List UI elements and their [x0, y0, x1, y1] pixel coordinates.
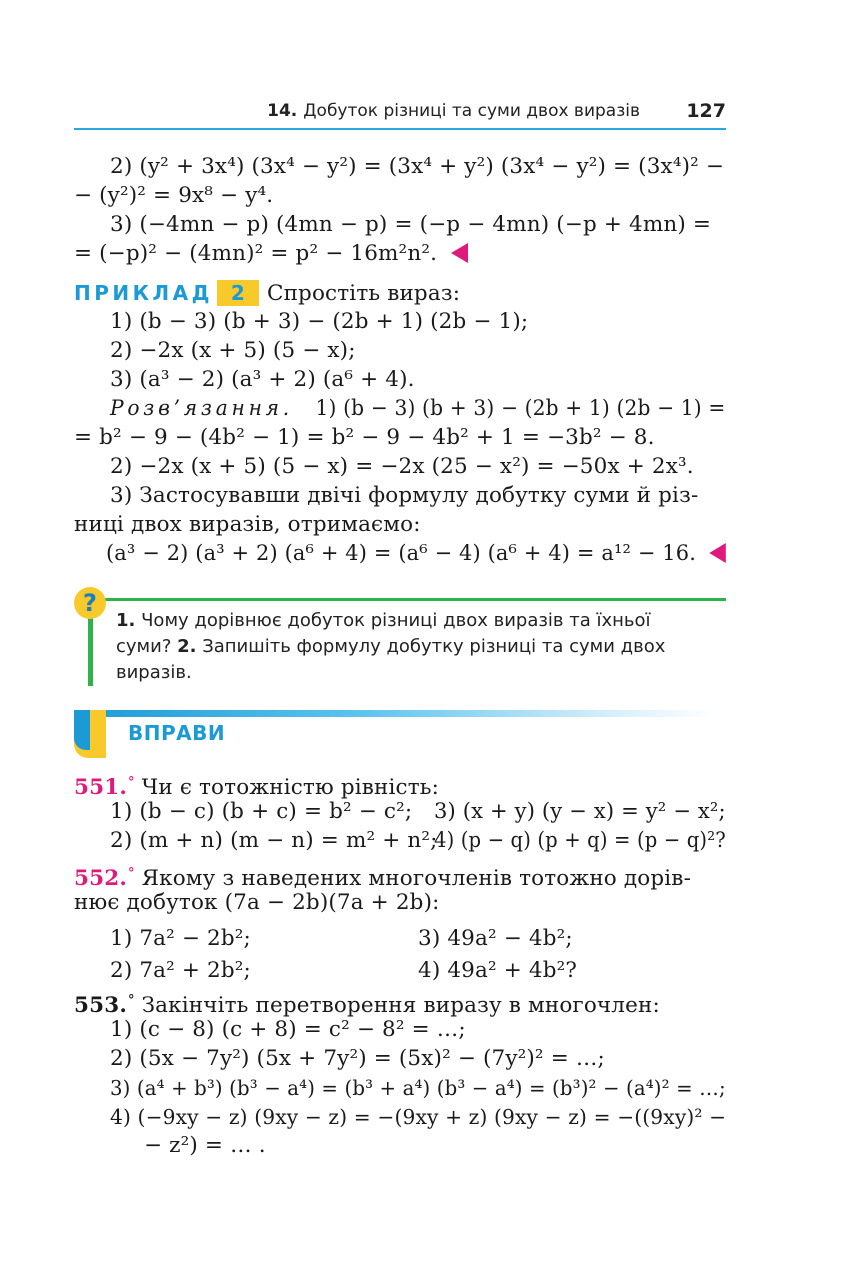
exercise-552-a1: 1) 7a² − 2b²; — [110, 926, 251, 951]
intro-line-1: 2) (y² + 3x⁴) (3x⁴ − y²) = (3x⁴ + y²) (3x⁴ − y²) = (3x⁴)² − — [110, 154, 725, 179]
exercise-551-a4: 4) (p − q) (p + q) = (p − q)²? — [434, 828, 726, 853]
question-2-number: 2. — [177, 636, 197, 657]
exercise-553-a2: 2) (5x − 7y²) (5x + 7y²) = (5x)² − (7y²)² = …; — [110, 1046, 605, 1071]
example-item-2: 2) −2x (x + 5) (5 − x); — [110, 338, 356, 363]
section-number: 14. — [267, 101, 298, 121]
exercise-553-a4a: 4) (−9xy − z) (9xy − z) = −(9xy + z) (9xy − z) = −((9xy)² − — [110, 1105, 727, 1129]
solution-2: 2) −2x (x + 5) (5 − x) = −2x (25 − x²) = −50x + 2x³. — [110, 454, 694, 479]
level-mark: ° — [127, 866, 135, 881]
exercise-551-a1: 1) (b − c) (b + c) = b² − c²; — [110, 799, 413, 824]
solution-3a: 3) Застосувавши двічі формулу добутку суми й різ- — [110, 483, 699, 508]
question-line-1 — [116, 608, 651, 634]
level-mark: ° — [127, 775, 135, 790]
level-mark: ° — [127, 993, 135, 1008]
questions-top-rule — [94, 598, 726, 601]
end-of-solution-triangle-icon — [451, 243, 468, 263]
exercise-552-heading — [74, 861, 691, 892]
question-2-text: Запишіть формулу добутку різниці та суми двох — [196, 636, 666, 657]
question-mark-icon: ? — [74, 587, 106, 619]
example-item-1: 1) (b − 3) (b + 3) − (2b + 1) (2b − 1); — [110, 309, 529, 334]
question-1-text: Чому дорівнює добуток різниці двох виразів та їхньої — [135, 610, 651, 631]
solution-1b: = b² − 9 − (4b² − 1) = b² − 9 − 4b² + 1 = −3b² − 8. — [74, 425, 655, 450]
example-prompt: Спростіть вираз: — [266, 281, 461, 306]
exercises-tab-blue — [74, 710, 90, 750]
question-line-3: виразів. — [116, 662, 192, 683]
exercise-553-text: Закінчіть перетворення виразу в многочлен: — [134, 993, 660, 1018]
example-number-badge: 2 — [217, 280, 259, 306]
textbook-page — [74, 0, 726, 1275]
solution-1a: 1) (b − 3) (b + 3) − (2b + 1) (2b − 1) = — [315, 396, 726, 421]
intro-line-4 — [74, 241, 468, 267]
solution-word: Розв’язання. — [110, 396, 293, 421]
exercise-551-a3: 3) (x + y) (y − x) = y² − x²; — [434, 799, 726, 824]
exercise-552-a4: 4) 49a² + 4b²? — [418, 958, 578, 983]
solution-3b: ниці двох виразів, отримаємо: — [74, 512, 421, 537]
intro-line-3: 3) (−4mn − p) (4mn − p) = (−p − 4mn) (−p + 4mn) = — [110, 212, 712, 237]
question-line-2 — [116, 634, 665, 660]
example-heading — [74, 280, 460, 307]
exercise-number: 552. — [74, 866, 127, 891]
exercise-number: 553. — [74, 993, 127, 1018]
section-title: Добуток різниці та суми двох виразів — [303, 101, 640, 121]
header-rule — [74, 128, 726, 130]
solution-3c: (a³ − 2) (a³ + 2) (a⁶ + 4) = (a⁶ − 4) (a⁶ + 4) = a¹² − 16. — [106, 541, 697, 566]
example-label: ПРИКЛАД — [74, 281, 213, 305]
page-number: 127 — [686, 100, 726, 122]
exercises-banner — [74, 710, 714, 717]
exercise-553-a3: 3) (a⁴ + b³) (b³ − a⁴) = (b³ + a⁴) (b³ − a⁴) = (b³)² − (a⁴)² = …; — [110, 1076, 726, 1100]
exercise-551-heading — [74, 770, 439, 801]
end-of-solution-triangle-icon — [710, 543, 727, 563]
example-item-3: 3) (a³ − 2) (a³ + 2) (a⁶ + 4). — [110, 367, 415, 392]
exercise-number: 551. — [74, 775, 127, 800]
solution-3c-line — [106, 541, 726, 567]
exercise-553-a4b: − z²) = … . — [144, 1133, 266, 1158]
exercise-553-heading — [74, 988, 660, 1019]
exercise-552-a2: 2) 7a² + 2b²; — [110, 958, 251, 983]
exercise-552-line-1: Якому з наведених многочленів тотожно дорів- — [134, 866, 691, 891]
question-1-number: 1. — [116, 610, 136, 631]
intro-line-4-text: = (−p)² − (4mn)² = p² − 16m²n². — [74, 241, 438, 266]
exercise-553-a1: 1) (c − 8) (c + 8) = c² − 8² = …; — [110, 1017, 466, 1042]
exercise-551-text: Чи є тотожністю рівність: — [134, 775, 439, 800]
exercise-552-a3: 3) 49a² − 4b²; — [418, 926, 573, 951]
running-header — [74, 101, 640, 121]
intro-line-2: − (y²)² = 9x⁸ − y⁴. — [74, 183, 274, 208]
exercise-552-line-2: нює добуток (7a − 2b)(7a + 2b): — [74, 890, 440, 915]
exercise-551-a2: 2) (m + n) (m − n) = m² + n²; — [110, 828, 438, 853]
exercises-title: ВПРАВИ — [128, 721, 226, 745]
question-1-text-end: суми? — [116, 636, 178, 657]
solution-line-1 — [110, 396, 725, 422]
